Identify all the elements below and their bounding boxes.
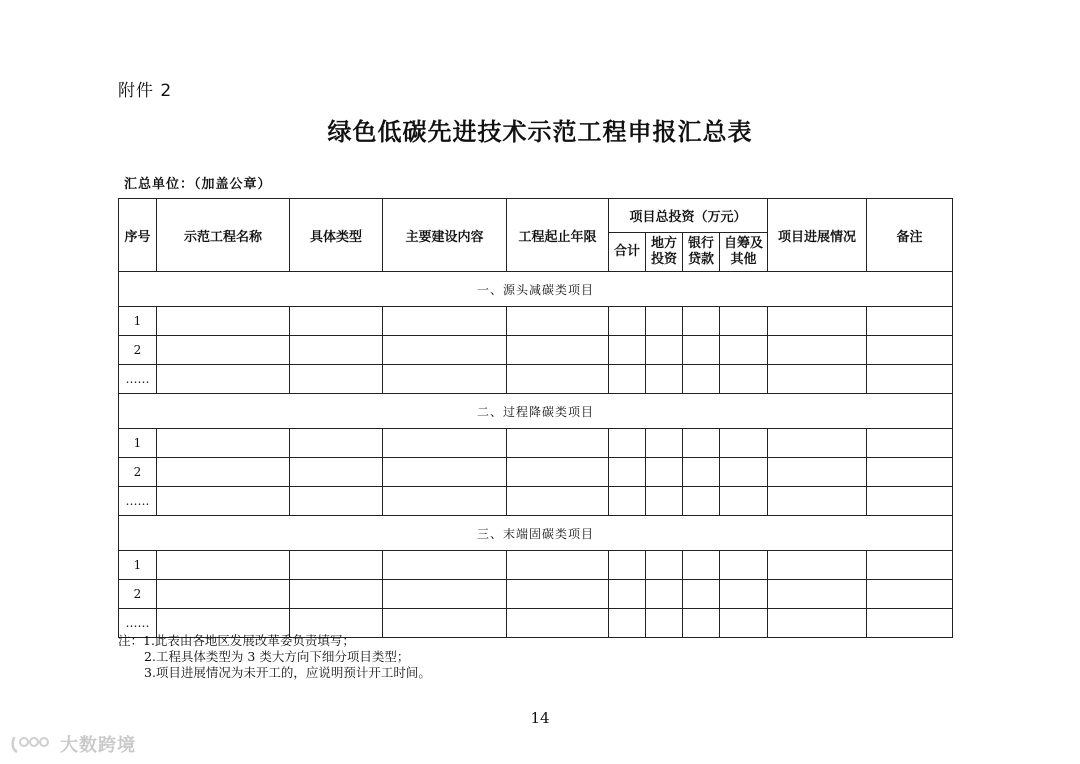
- table-cell: [290, 307, 383, 336]
- header-local-investment: 地方 投资: [646, 233, 683, 272]
- table-cell: [720, 336, 768, 365]
- row-seq: 1: [119, 429, 157, 458]
- table-cell: [507, 580, 609, 609]
- table-cell: [768, 429, 867, 458]
- watermark: [10, 731, 136, 757]
- table-cell: [720, 487, 768, 516]
- table-cell: [720, 307, 768, 336]
- table-cell: [290, 580, 383, 609]
- table-cell: [609, 551, 646, 580]
- table-row: [119, 429, 953, 458]
- attachment-label: 附件 2: [118, 81, 173, 101]
- table-cell: [646, 551, 683, 580]
- table-cell: [383, 580, 507, 609]
- header-remarks: 备注: [867, 199, 953, 272]
- header-bank-loan: 银行 贷款: [683, 233, 720, 272]
- table-cell: [609, 609, 646, 638]
- page-title: 绿色低碳先进技术示范工程申报汇总表: [327, 118, 753, 146]
- page-number: 14: [530, 709, 550, 727]
- table-cell: [290, 458, 383, 487]
- table-cell: [383, 429, 507, 458]
- table-cell: [646, 580, 683, 609]
- header-investment: 项目总投资（万元）: [609, 199, 768, 233]
- note-3: 3.项目进展情况为未开工的，应说明预计开工时间。: [144, 665, 431, 680]
- table-cell: [683, 580, 720, 609]
- table-cell: [157, 307, 290, 336]
- table-cell: [720, 365, 768, 394]
- table-row: [119, 365, 953, 394]
- table-cell: [683, 365, 720, 394]
- table-cell: [157, 429, 290, 458]
- table-cell: [609, 336, 646, 365]
- table-cell: [609, 458, 646, 487]
- table-cell: [768, 458, 867, 487]
- table-cell: [867, 307, 953, 336]
- table-cell: [867, 458, 953, 487]
- table-cell: [290, 429, 383, 458]
- row-seq: 2: [119, 580, 157, 609]
- table-cell: [290, 551, 383, 580]
- table-cell: [720, 609, 768, 638]
- table-cell: [768, 487, 867, 516]
- table-cell: [507, 609, 609, 638]
- header-type: 具体类型: [290, 199, 383, 272]
- table-cell: [157, 365, 290, 394]
- row-seq: ……: [119, 609, 157, 638]
- table-cell: [683, 307, 720, 336]
- table-cell: [768, 365, 867, 394]
- table-cell: [720, 458, 768, 487]
- note-2: 2.工程具体类型为 3 类大方向下细分项目类型；: [144, 649, 410, 664]
- table-cell: [507, 429, 609, 458]
- note-1: 注：1.此表由各地区发展改革委负责填写；: [118, 633, 355, 648]
- row-seq: 1: [119, 551, 157, 580]
- table-cell: [383, 365, 507, 394]
- table-cell: [383, 336, 507, 365]
- table-cell: [157, 551, 290, 580]
- table-row: [119, 487, 953, 516]
- table-cell: [867, 336, 953, 365]
- table-cell: [646, 336, 683, 365]
- table-cell: [609, 429, 646, 458]
- row-seq: 2: [119, 458, 157, 487]
- table-cell: [383, 487, 507, 516]
- watermark-logo-icon: [10, 733, 54, 755]
- table-cell: [768, 551, 867, 580]
- table-cell: [768, 307, 867, 336]
- table-cell: [507, 487, 609, 516]
- table-cell: [867, 365, 953, 394]
- table-cell: [768, 609, 867, 638]
- table-cell: [768, 580, 867, 609]
- table-cell: [157, 580, 290, 609]
- table-cell: [609, 307, 646, 336]
- summary-table: [118, 198, 953, 638]
- table-cell: [157, 458, 290, 487]
- table-cell: [867, 487, 953, 516]
- table-cell: [507, 365, 609, 394]
- section-row: [119, 394, 953, 429]
- table-cell: [720, 429, 768, 458]
- table-cell: [867, 609, 953, 638]
- table-cell: [290, 487, 383, 516]
- table-cell: [683, 487, 720, 516]
- header-self-raised: 自筹及 其他: [720, 233, 768, 272]
- section-title: 一、源头减碳类项目: [119, 272, 953, 307]
- row-seq: 1: [119, 307, 157, 336]
- row-seq: 2: [119, 336, 157, 365]
- table-cell: [768, 336, 867, 365]
- header-name: 示范工程名称: [157, 199, 290, 272]
- header-progress: 项目进展情况: [768, 199, 867, 272]
- notes: [118, 633, 431, 681]
- table-cell: [609, 365, 646, 394]
- table-cell: [383, 458, 507, 487]
- table-cell: [720, 551, 768, 580]
- reporting-unit: 汇总单位：（加盖公章）: [124, 177, 272, 192]
- section-title: 二、过程降碳类项目: [119, 394, 953, 429]
- table-cell: [609, 580, 646, 609]
- table-cell: [383, 551, 507, 580]
- table-cell: [507, 458, 609, 487]
- watermark-text: 大数跨境: [60, 735, 136, 756]
- table-cell: [507, 551, 609, 580]
- table-cell: [609, 487, 646, 516]
- row-seq: ……: [119, 487, 157, 516]
- table-cell: [646, 429, 683, 458]
- table-cell: [683, 609, 720, 638]
- table-cell: [867, 580, 953, 609]
- table-row: [119, 551, 953, 580]
- table-cell: [867, 429, 953, 458]
- table-cell: [507, 307, 609, 336]
- table-row: [119, 336, 953, 365]
- table-cell: [646, 365, 683, 394]
- header-seq: 序号: [119, 199, 157, 272]
- section-title: 三、末端固碳类项目: [119, 516, 953, 551]
- table-cell: [683, 551, 720, 580]
- table-cell: [290, 336, 383, 365]
- header-content: 主要建设内容: [383, 199, 507, 272]
- table-cell: [646, 609, 683, 638]
- table-cell: [867, 551, 953, 580]
- header-period: 工程起止年限: [507, 199, 609, 272]
- table-cell: [383, 307, 507, 336]
- section-row: [119, 272, 953, 307]
- table-cell: [157, 336, 290, 365]
- table-cell: [646, 458, 683, 487]
- table-cell: [683, 429, 720, 458]
- table-row: [119, 458, 953, 487]
- row-seq: ……: [119, 365, 157, 394]
- table-cell: [507, 336, 609, 365]
- header-total: 合计: [609, 233, 646, 272]
- table-cell: [720, 580, 768, 609]
- table-cell: [157, 487, 290, 516]
- table-cell: [683, 336, 720, 365]
- table-row: [119, 307, 953, 336]
- section-row: [119, 516, 953, 551]
- table-cell: [646, 487, 683, 516]
- table-cell: [290, 365, 383, 394]
- table-cell: [683, 458, 720, 487]
- table-row: [119, 580, 953, 609]
- table-cell: [646, 307, 683, 336]
